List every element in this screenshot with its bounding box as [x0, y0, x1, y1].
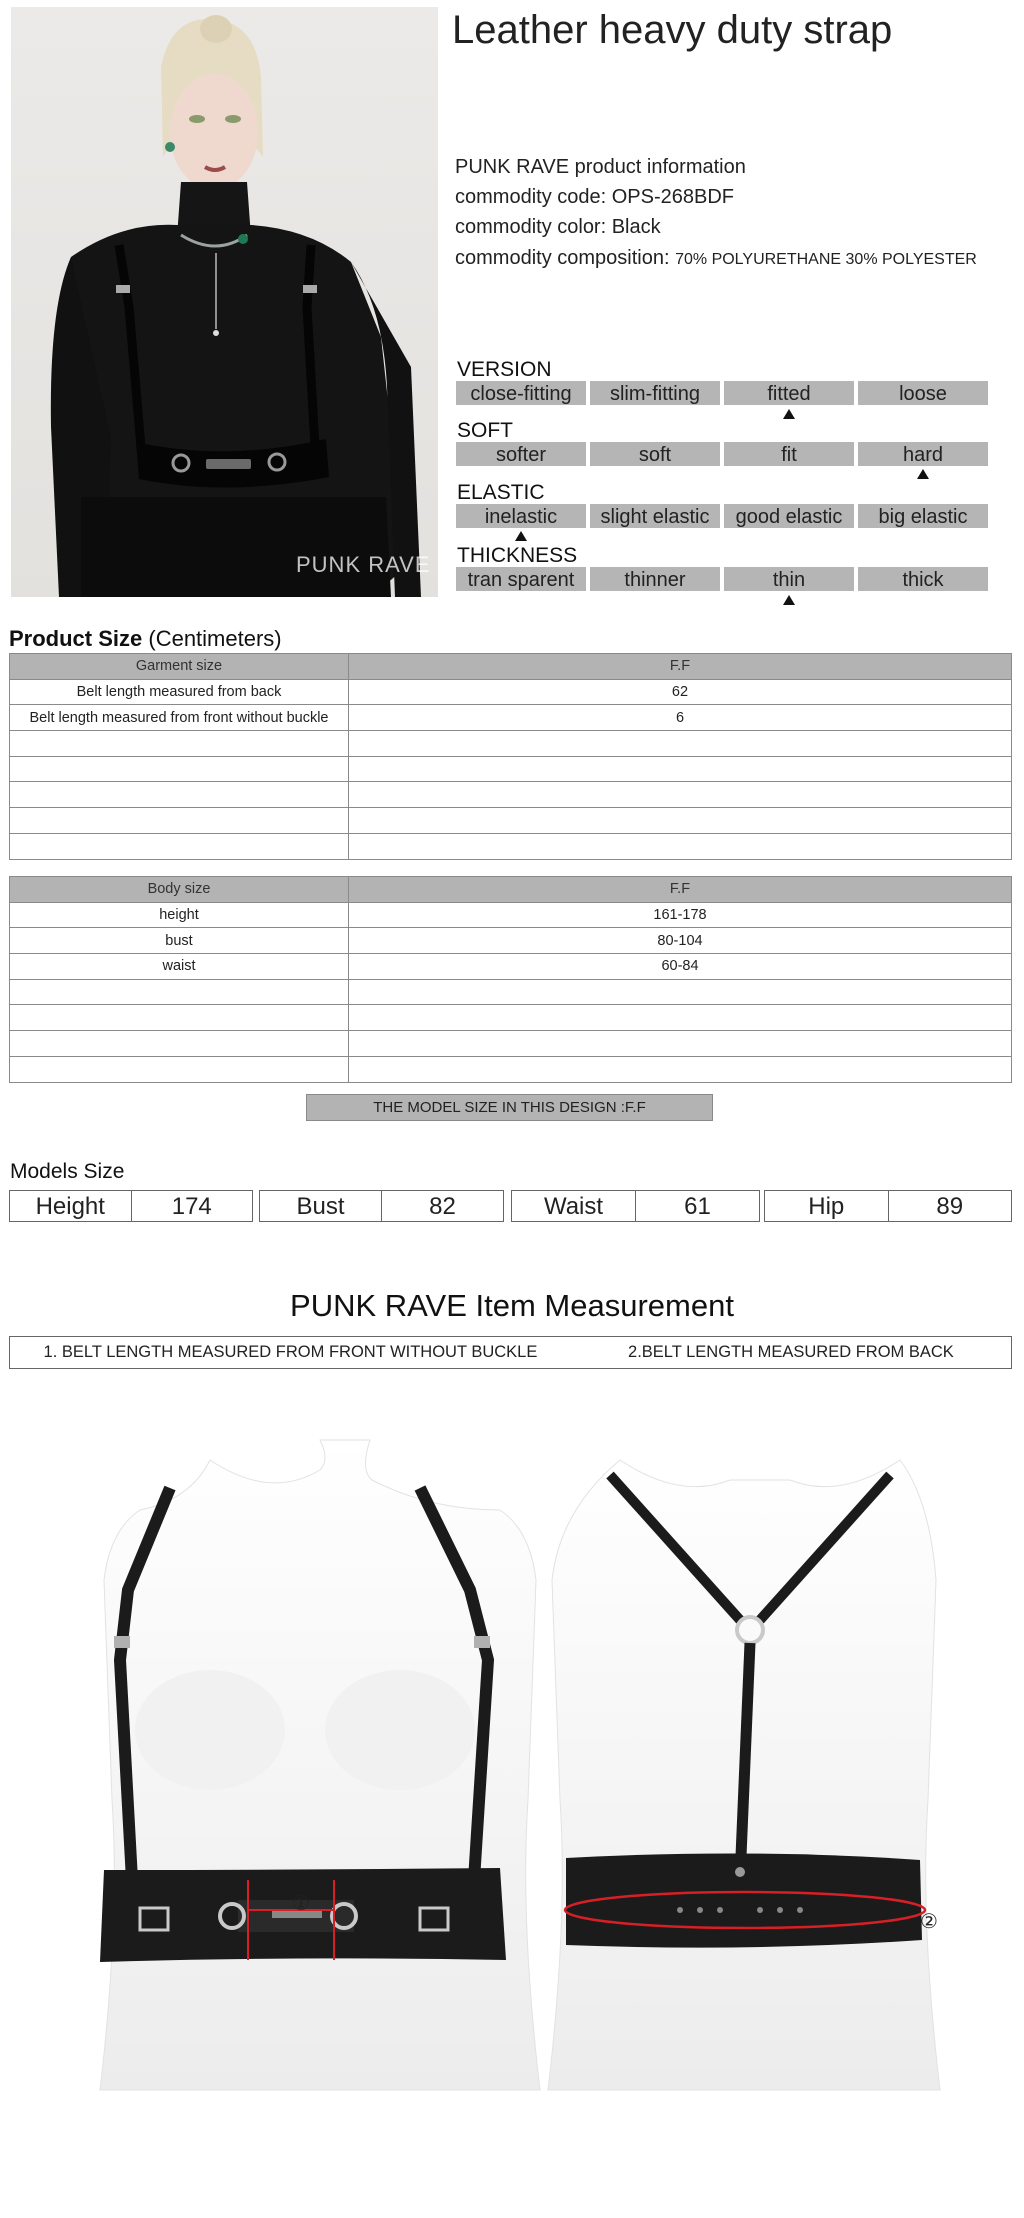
model-size-note: THE MODEL SIZE IN THIS DESIGN :F.F	[306, 1094, 713, 1121]
model-measure-label: Height	[35, 1193, 105, 1220]
attr-soft-option: soft	[590, 442, 720, 466]
attr-version-label: VERSION	[457, 358, 552, 381]
attr-elastic-option: good elastic	[724, 504, 854, 528]
table-cell	[10, 731, 349, 757]
table-row	[10, 1005, 1012, 1031]
model-measure-bust	[259, 1190, 504, 1222]
attr-version-option: loose	[858, 381, 988, 405]
table-row	[10, 1056, 1012, 1082]
model-measure-waist	[511, 1190, 760, 1222]
garment-size-table	[9, 653, 1012, 860]
attr-thickness-indicator	[783, 595, 795, 605]
model-measure-label: Hip	[808, 1193, 845, 1220]
table-row	[10, 731, 1012, 757]
table-cell	[10, 979, 349, 1005]
model-measure-hip	[764, 1190, 1012, 1222]
attr-soft-label: SOFT	[457, 419, 513, 442]
table-row	[10, 954, 1012, 980]
table-row	[10, 928, 1012, 954]
table-cell	[10, 1005, 349, 1031]
attr-version-option: slim-fitting	[590, 381, 720, 405]
attr-thickness-label: THICKNESS	[457, 544, 578, 567]
table-cell: 60-84	[349, 954, 1012, 980]
attr-thickness-option: tran sparent	[456, 567, 586, 591]
attr-version-option: fitted	[724, 381, 854, 405]
table-row	[10, 679, 1012, 705]
table-cell	[10, 1056, 349, 1082]
model-measure-label: Waist	[543, 1193, 604, 1220]
table-header-row	[10, 654, 1012, 680]
table-cell: Belt length measured from back	[10, 679, 349, 705]
measurement-title: PUNK RAVE Item Measurement	[290, 1288, 734, 1323]
table-row	[10, 782, 1012, 808]
commodity-composition	[455, 247, 977, 270]
model-measure-height	[9, 1190, 253, 1222]
product-photo	[11, 7, 438, 597]
attr-thickness-option: thick	[858, 567, 988, 591]
measurement-diagrams	[0, 1400, 1024, 2218]
composition-value: 70% POLYURETHANE 30% POLYESTER	[675, 251, 977, 268]
attr-soft-option: softer	[456, 442, 586, 466]
attr-soft-option: hard	[858, 442, 988, 466]
table-cell: bust	[10, 928, 349, 954]
attr-elastic-label: ELASTIC	[457, 481, 545, 504]
table-cell	[349, 1031, 1012, 1057]
table-cell	[349, 833, 1012, 859]
attr-elastic-option: inelastic	[456, 504, 586, 528]
product-title: Leather heavy duty strap	[452, 8, 893, 52]
attr-version-option: close-fitting	[456, 381, 586, 405]
table-row	[10, 1031, 1012, 1057]
table-cell	[349, 1056, 1012, 1082]
table-row	[10, 902, 1012, 928]
attr-thickness-option: thinner	[590, 567, 720, 591]
color-label: commodity color:	[455, 216, 607, 238]
back-mannequin	[548, 1460, 940, 2090]
table-header-cell: Body size	[10, 877, 349, 903]
model-measure-value: 174	[131, 1191, 253, 1221]
table-cell: 80-104	[349, 928, 1012, 954]
table-row	[10, 756, 1012, 782]
table-cell	[10, 808, 349, 834]
table-row	[10, 979, 1012, 1005]
diagram-canvas	[0, 1400, 1024, 2218]
table-header-row	[10, 877, 1012, 903]
table-cell: waist	[10, 954, 349, 980]
composition-label: commodity composition:	[455, 247, 670, 269]
front-mannequin	[100, 1440, 540, 2090]
back-belt	[566, 1853, 922, 1947]
model-measure-value: 82	[381, 1191, 503, 1221]
table-cell: height	[10, 902, 349, 928]
table-cell: 6	[349, 705, 1012, 731]
table-cell	[349, 756, 1012, 782]
commodity-code	[455, 186, 734, 209]
product-size-title-bold: Product Size	[9, 626, 143, 651]
models-size-label: Models Size	[10, 1160, 125, 1183]
table-cell	[10, 756, 349, 782]
table-cell	[10, 833, 349, 859]
table-cell: Belt length measured from front without buckle	[10, 705, 349, 731]
attr-version-indicator	[783, 409, 795, 419]
table-header-cell: Garment size	[10, 654, 349, 680]
table-cell: 62	[349, 679, 1012, 705]
table-cell	[349, 979, 1012, 1005]
watermark-text: PUNK RAVE	[296, 552, 431, 577]
product-size-title	[9, 626, 282, 652]
table-cell: 161-178	[349, 902, 1012, 928]
table-cell	[349, 808, 1012, 834]
table-header-cell: F.F	[349, 654, 1012, 680]
attr-thickness-option: thin	[724, 567, 854, 591]
commodity-color	[455, 216, 661, 239]
table-cell	[10, 782, 349, 808]
model-measure-value: 61	[635, 1191, 759, 1221]
attr-soft-indicator	[917, 469, 929, 479]
code-value: OPS-268BDF	[611, 186, 734, 208]
table-header-cell: F.F	[349, 877, 1012, 903]
attr-elastic-option: big elastic	[858, 504, 988, 528]
attr-elastic-indicator	[515, 531, 527, 541]
model-measure-value: 89	[888, 1191, 1012, 1221]
table-row	[10, 808, 1012, 834]
table-cell	[349, 782, 1012, 808]
measurement-note: 2.BELT LENGTH MEASURED FROM BACK	[628, 1343, 954, 1361]
attr-elastic-option: slight elastic	[590, 504, 720, 528]
model-illustration	[11, 7, 438, 597]
table-row	[10, 833, 1012, 859]
table-cell	[10, 1031, 349, 1057]
product-size-unit: (Centimeters)	[148, 626, 282, 651]
measurement-note: 1. BELT LENGTH MEASURED FROM FRONT WITHOUT BUCKLE	[43, 1343, 538, 1361]
model-measure-label: Bust	[296, 1193, 345, 1220]
attr-soft-option: fit	[724, 442, 854, 466]
table-row	[10, 705, 1012, 731]
info-heading: PUNK RAVE product information	[455, 156, 746, 178]
front-measure-marker: ①	[292, 1891, 310, 1915]
body-size-table	[9, 876, 1012, 1083]
color-value: Black	[611, 216, 661, 238]
code-label: commodity code:	[455, 186, 607, 208]
measurement-notes	[9, 1336, 1012, 1369]
table-cell	[349, 731, 1012, 757]
table-cell	[349, 1005, 1012, 1031]
back-measure-marker: ②	[920, 1909, 938, 1933]
